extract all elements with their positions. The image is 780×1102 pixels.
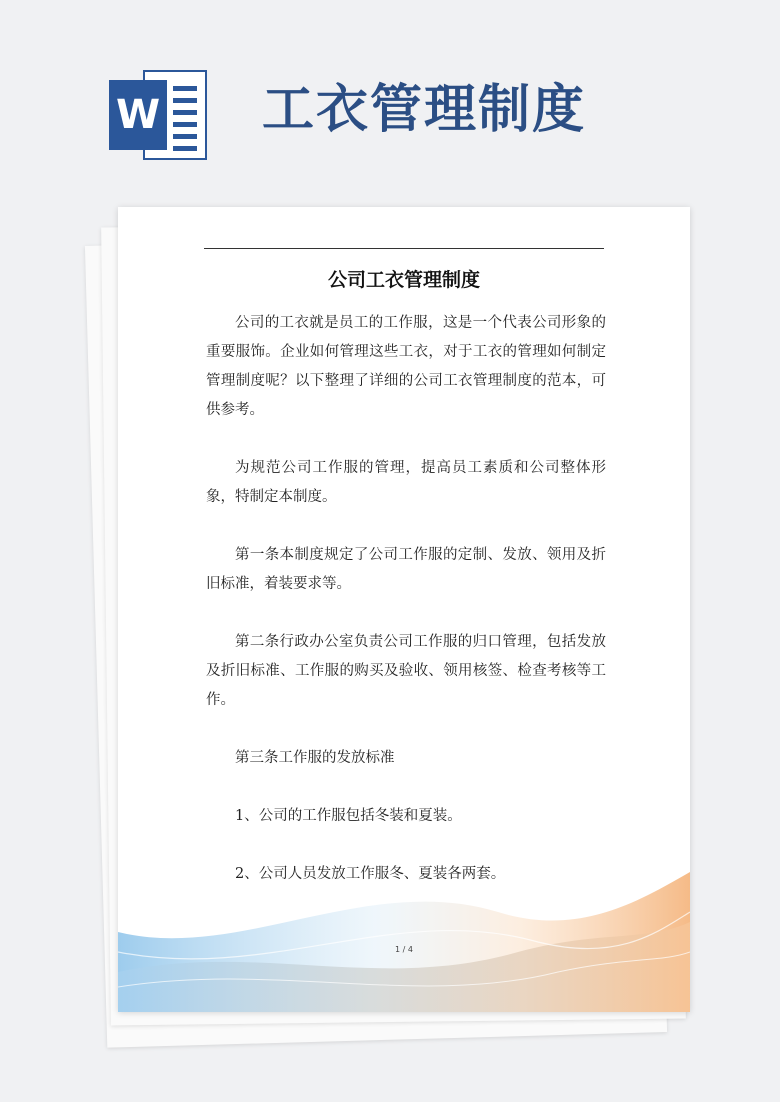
paragraph: 第三条工作服的发放标准 — [235, 750, 395, 766]
paragraph: 1、公司的工作服包括冬装和夏装。 — [235, 808, 462, 824]
header-rule — [204, 248, 604, 249]
paragraph: 为规范公司工作服的管理，提高员工素质和公司整体形象，特制定本制度。 — [206, 460, 606, 505]
document-body — [206, 309, 606, 918]
page-indicator: 1 / 4 — [395, 945, 413, 954]
paragraph: 第一条本制度规定了公司工作服的定制、发放、领用及折旧标准，着装要求等。 — [206, 547, 606, 592]
document-title: 公司工衣管理制度 — [327, 269, 480, 291]
banner-title: 工衣管理制度 — [262, 80, 587, 140]
document-page — [118, 207, 690, 1012]
word-logo-icon — [109, 70, 207, 160]
paragraph: 公司的工衣就是员工的工作服，这是一个代表公司形象的重要服饰。企业如何管理这些工衣，对于工衣的管理如何制定管理制度呢？以下整理了详细的公司工衣管理制度的范本，可供参考。 — [206, 315, 606, 418]
word-letter: W — [109, 80, 167, 150]
paragraph: 第二条行政办公室负责公司工作服的归口管理，包括发放及折旧标准、工作服的购买及验收、领用核签、检查考核等工作。 — [206, 634, 606, 708]
paragraph: 2、公司人员发放工作服冬、夏装各两套。 — [235, 866, 506, 882]
